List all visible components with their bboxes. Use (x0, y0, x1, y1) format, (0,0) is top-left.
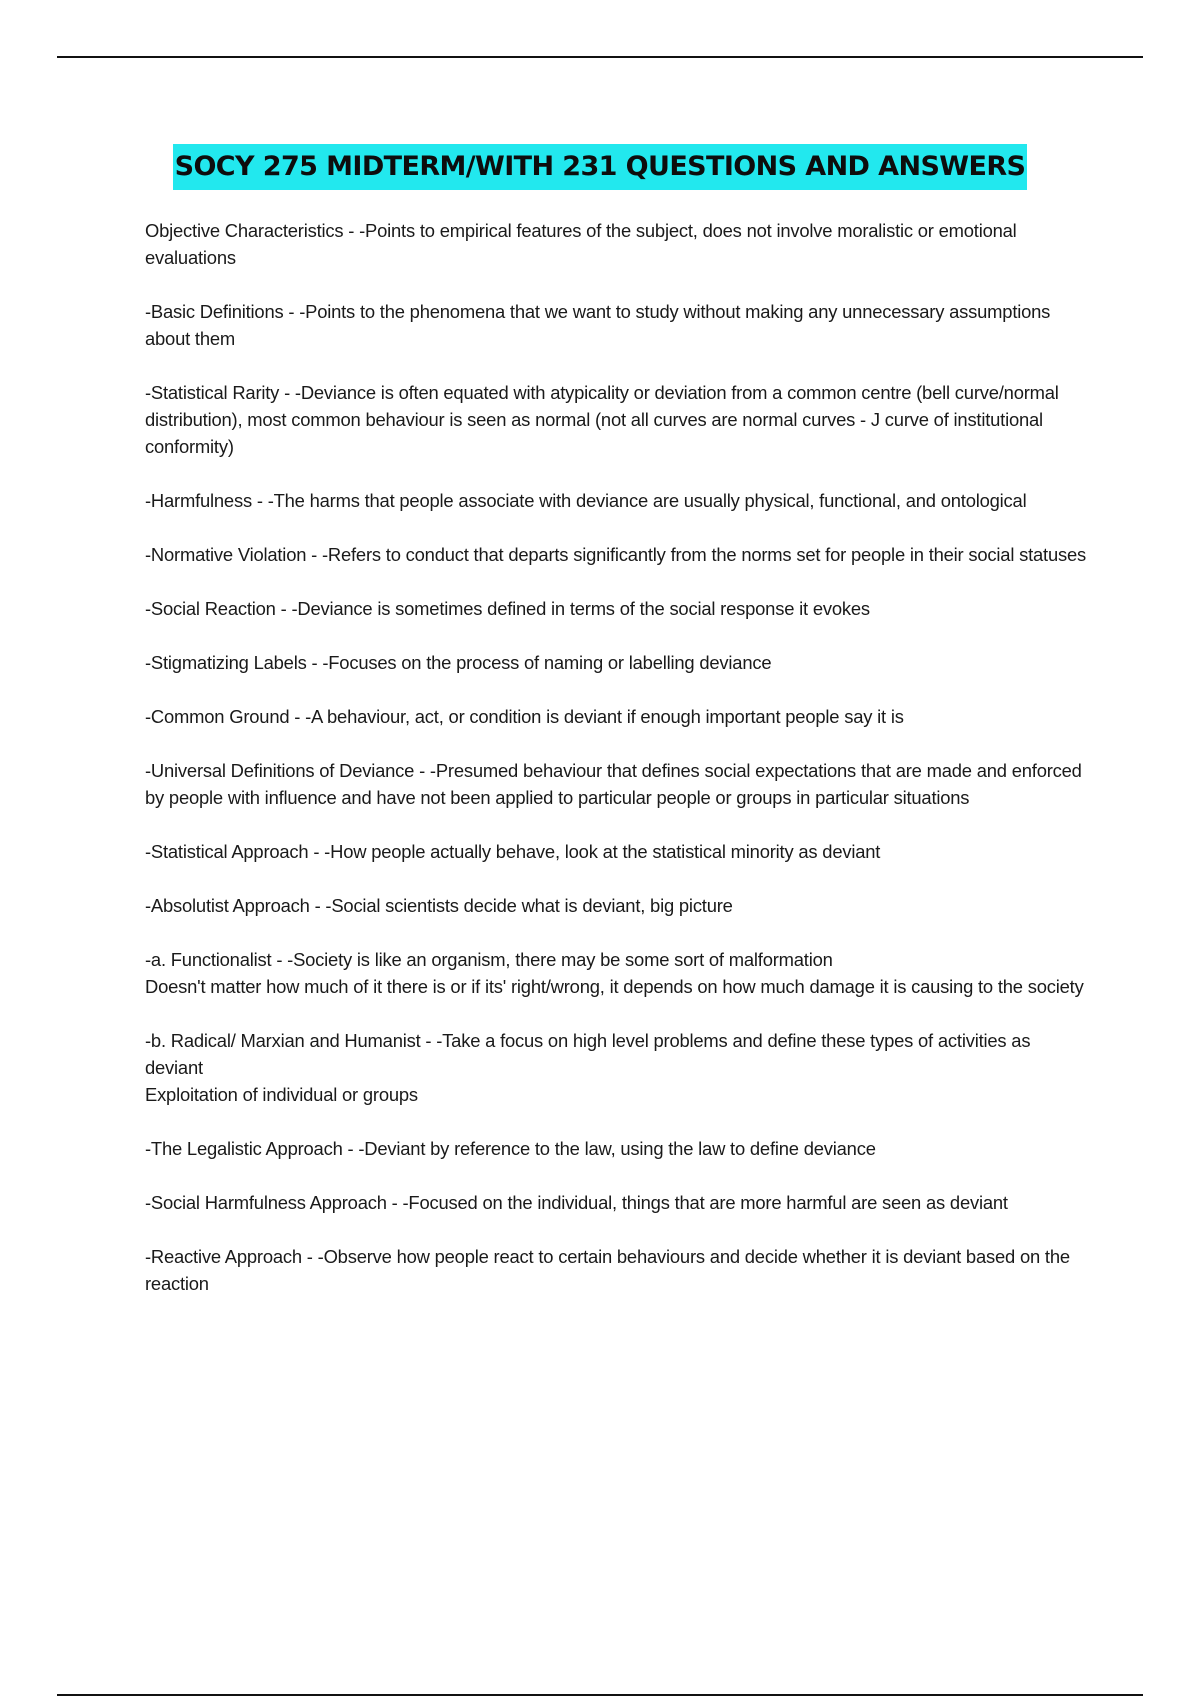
footer-rule (57, 1694, 1143, 1696)
qa-entry: -Statistical Rarity - -Deviance is often equated with atypicality or deviation from a common centre (bell curve/normal distribution), most common behaviour is seen as normal (not all curves are normal curves - J curve of institutional conformity) (145, 382, 1059, 457)
qa-entry: -Universal Definitions of Deviance - -Presumed behaviour that defines social expectations that are made and enforced by people with influence and have not been applied to particular people or groups in particular situations (145, 760, 1082, 808)
qa-entry: Objective Characteristics - -Points to empirical features of the subject, does not involve moralistic or emotional evaluations (145, 220, 1017, 268)
qa-entry: -Basic Definitions - -Points to the phenomena that we want to study without making any unnecessary assumptions about them (145, 301, 1051, 349)
qa-entry: -Common Ground - -A behaviour, act, or condition is deviant if enough important people say it is (145, 706, 904, 727)
qa-list (145, 217, 1087, 1324)
qa-entry: -b. Radical/ Marxian and Humanist - -Take a focus on high level problems and define these types of activities as deviant Exploitation of individual or groups (145, 1030, 1031, 1105)
document-title: SOCY 275 MIDTERM/WITH 231 QUESTIONS AND ANSWERS (173, 144, 1028, 190)
qa-entry: -Social Reaction - -Deviance is sometimes defined in terms of the social response it evokes (145, 598, 870, 619)
qa-entry: -Stigmatizing Labels - -Focuses on the process of naming or labelling deviance (145, 652, 772, 673)
qa-entry: -Statistical Approach - -How people actually behave, look at the statistical minority as deviant (145, 841, 881, 862)
qa-entry: -Social Harmfulness Approach - -Focused on the individual, things that are more harmful are seen as deviant (145, 1192, 1008, 1213)
qa-entry: -Reactive Approach - -Observe how people react to certain behaviours and decide whether it is deviant based on the reaction (145, 1246, 1070, 1294)
qa-entry: -Harmfulness - -The harms that people associate with deviance are usually physical, functional, and ontological (145, 490, 1027, 511)
qa-entry: -Normative Violation - -Refers to conduct that departs significantly from the norms set for people in their social statuses (145, 544, 1087, 565)
title-container (0, 144, 1200, 190)
qa-entry: -Absolutist Approach - -Social scientists decide what is deviant, big picture (145, 895, 733, 916)
qa-entry: -The Legalistic Approach - -Deviant by reference to the law, using the law to define deviance (145, 1138, 876, 1159)
qa-entry: -a. Functionalist - -Society is like an organism, there may be some sort of malformation Doesn't matter how much of it there is or if its' right/wrong, it depends on how much damage it is causing to the society (145, 949, 1084, 997)
header-rule (57, 56, 1143, 58)
